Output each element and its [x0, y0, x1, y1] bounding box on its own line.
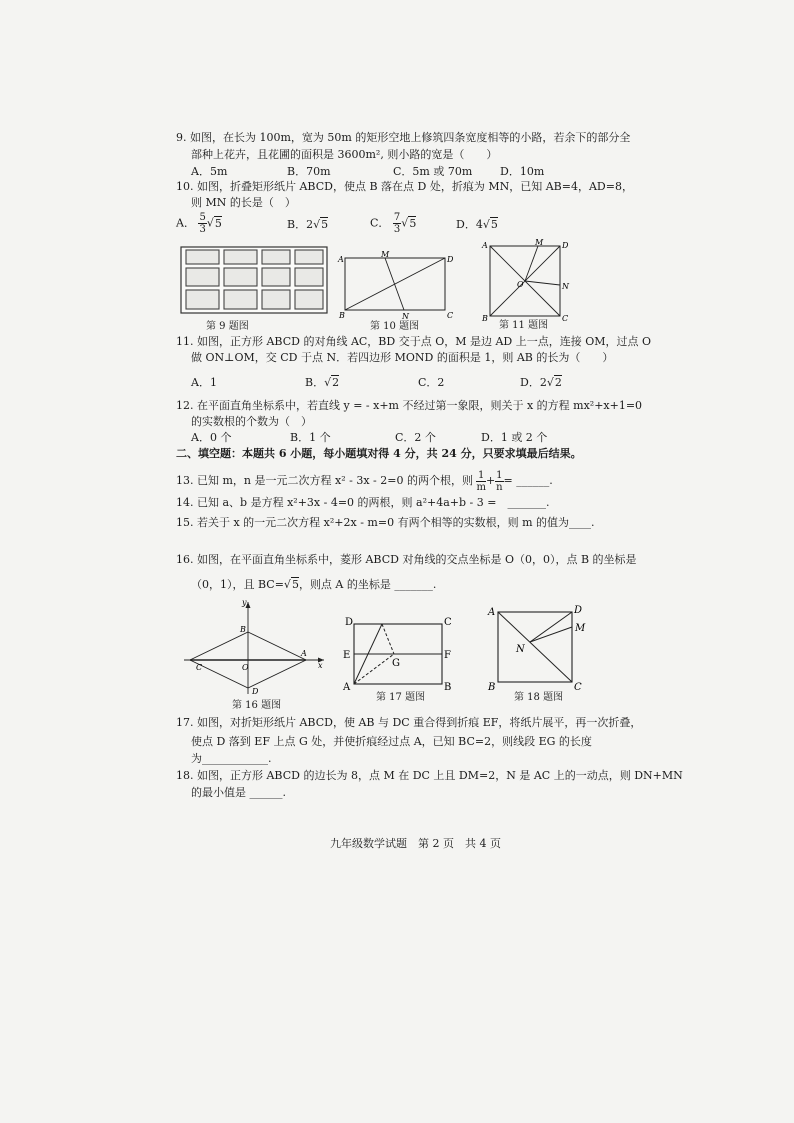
q11-option-b-label: B． [305, 376, 325, 389]
q10-c-radicand: 5 [409, 216, 417, 230]
f17-label-a: A [343, 682, 351, 692]
q12-line1: 12. 在平面直角坐标系中，若直线 y = - x+m 不经过第一象限，则关于 x 的方程 mx²+x+1=0 [176, 399, 643, 412]
q11-line2: 做 ON⊥OM，交 CD 于点 N．若四边形 MOND 的面积是 1，则 AB 的长为（ ） [191, 351, 614, 364]
caption-figure-11: 第 11 题图 [499, 320, 549, 331]
f18-label-a: A [488, 607, 496, 618]
f18-label-c: C [574, 682, 582, 692]
q16-line2: （0，1），且 BC=√5，则点 A 的坐标是 _______. [191, 578, 437, 591]
q10-b-radicand: 5 [321, 218, 329, 231]
q9-option-b: B．70m [287, 165, 331, 178]
figure-16 [182, 596, 330, 696]
q15: 15. 若关于 x 的一元二次方程 x²+2x - m=0 有两个相等的实数根，则 m 的值为____. [176, 516, 595, 529]
f16-label-c: C [196, 663, 203, 672]
q12-option-d: D．1 或 2 个 [481, 431, 548, 444]
q11-line1: 11. 如图，正方形 ABCD 的对角线 AC，BD 交于点 O，M 是边 AD 上一点，连接 OM，过点 O [176, 335, 652, 348]
q10-option-c-fraction [393, 212, 401, 235]
f16-label-x: x [318, 661, 323, 670]
f10-label-c: C [447, 311, 454, 320]
f16-label-y: y [242, 598, 247, 607]
q17-line1: 17. 如图，对折矩形纸片 ABCD，使 AB 与 DC 重合得到折痕 EF，将纸片展平，再一次折叠， [176, 716, 642, 729]
caption-figure-10: 第 10 题图 [370, 321, 420, 332]
f11-label-o: O [517, 280, 524, 289]
f10-label-d: D [447, 255, 454, 264]
q9-option-a: A．5m [191, 165, 228, 178]
q12-option-a: A．0 个 [191, 431, 232, 444]
q18-line2: 的最小值是 ______. [191, 786, 286, 799]
caption-figure-18: 第 18 题图 [514, 692, 564, 703]
f11-label-m: M [535, 238, 544, 247]
f11-label-a: A [482, 241, 488, 250]
f18-label-b: B [488, 682, 496, 692]
f17-label-c: C [444, 617, 452, 628]
f11-label-b: B [482, 314, 488, 322]
q13-den-2: n [496, 481, 503, 493]
q10-option-b-label: B．2 [287, 218, 314, 231]
q10-option-a-label: A． [176, 216, 195, 230]
q13-den-1: m [476, 481, 486, 493]
q10-option-d-label: D．4 [456, 218, 483, 231]
q10-c-denominator: 3 [393, 224, 401, 235]
figure-11 [480, 238, 572, 322]
f18-label-d: D [574, 605, 583, 616]
q16-radicand: 5 [291, 578, 299, 591]
q16-text-pre: （0，1），且 BC= [191, 578, 284, 591]
f11-label-d: D [562, 241, 569, 250]
q13-num-1: 1 [478, 469, 485, 481]
q10-option-b: B．2√5 [287, 218, 329, 231]
figure-10 [336, 250, 456, 320]
caption-figure-17: 第 17 题图 [376, 692, 426, 703]
f11-label-c: C [562, 314, 569, 322]
q13-text: 13. 已知 m，n 是一元二次方程 x² - 3x - 2=0 的两个根，则 [176, 474, 473, 487]
q10-c-numerator: 7 [393, 212, 401, 223]
q9-line2: 部种上花卉，且花圃的面积是 3600m², 则小路的宽是（ ） [191, 148, 498, 161]
q11-d-radicand: 2 [554, 376, 562, 389]
q10-option-c: C． $\frac{7}{3}$ √5 [370, 212, 417, 235]
f17-label-b: B [444, 682, 452, 692]
figure-9 [180, 246, 328, 314]
q10-option-a-fraction [198, 212, 206, 235]
caption-figure-16: 第 16 题图 [232, 700, 282, 711]
q12-option-c: C．2 个 [395, 431, 436, 444]
f16-label-b: B [240, 625, 246, 634]
section-2-heading: 二、填空题：本题共 6 小题，每小题填对得 4 分，共 24 分，只要求填最后结果。 [176, 447, 582, 460]
q10-option-a: A． $\frac{5}{3}$ √5 [176, 212, 222, 235]
caption-figure-9: 第 9 题图 [206, 321, 249, 332]
q11-option-c: C．2 [418, 376, 445, 389]
q13-fraction-1 [476, 470, 485, 493]
q13-num-2: 1 [496, 469, 503, 481]
f10-label-m: M [381, 250, 390, 259]
f10-label-n: N [402, 312, 409, 320]
q16-line1: 16. 如图，在平面直角坐标系中，菱形 ABCD 对角线的交点坐标是 O（0，0），点 B 的坐标是 [176, 553, 637, 566]
q9-option-c: C．5m 或 70m [393, 165, 473, 178]
f17-label-g: G [392, 658, 400, 669]
f16-label-a: A [301, 649, 307, 658]
figure-18 [484, 602, 590, 692]
q17-line3: 为____________. [191, 752, 272, 765]
q12-line2: 的实数根的个数为（ ） [191, 415, 312, 428]
q11-option-d: D．2√2 [520, 376, 562, 389]
q18-line1: 18. 如图，正方形 ABCD 的边长为 8，点 M 在 DC 上且 DM=2，N 是 AC 上的一动点，则 DN+MN [176, 769, 683, 782]
q11-option-d-label: D．2 [520, 376, 547, 389]
q13-blank: = ______. [503, 474, 553, 487]
q12-option-b: B．1 个 [290, 431, 331, 444]
q11-option-a: A．1 [191, 376, 217, 389]
q9-option-d: D．10m [500, 165, 545, 178]
f17-label-f: F [444, 650, 451, 661]
f16-label-d: D [252, 687, 259, 696]
f17-label-e: E [343, 650, 351, 661]
q11-b-radicand: 2 [332, 376, 340, 389]
f17-label-d: D [345, 617, 354, 628]
f18-label-m: M [575, 623, 586, 634]
f16-label-o: O [242, 663, 249, 672]
q11-option-b: B．√2 [305, 376, 340, 389]
q10-a-radicand: 5 [214, 216, 222, 230]
figure-17 [340, 612, 458, 692]
q13: 13. 已知 m，n 是一元二次方程 x² - 3x - 2=0 的两个根，则 $\frac{1}{m}$ + $\frac{1}{n}$ = ______. [176, 469, 553, 493]
q13-fraction-2 [495, 470, 503, 493]
q10-d-radicand: 5 [490, 218, 498, 231]
f11-label-n: N [562, 282, 569, 291]
q10-a-denominator: 3 [199, 224, 206, 235]
q16-text-post: ，则点 A 的坐标是 _______. [298, 578, 437, 591]
q10-line1: 10. 如图，折叠矩形纸片 ABCD，使点 B 落在点 D 处，折痕为 MN，已知 AB=4，AD=8， [176, 180, 633, 193]
q17-line2: 使点 D 落到 EF 上点 G 处，并使折痕经过点 A，已知 BC=2，则线段 EG 的长度 [191, 735, 592, 748]
q10-option-d: D．4√5 [456, 218, 498, 231]
q10-line2: 则 MN 的长是（ ） [191, 196, 296, 209]
page-footer: 九年级数学试题 第 2 页 共 4 页 [330, 837, 501, 850]
q9-line1: 9. 如图，在长为 100m，宽为 50m 的矩形空地上修筑四条宽度相等的小路，若余下的部分全 [176, 131, 631, 144]
f18-label-n: N [516, 644, 525, 655]
q10-option-c-label: C． [370, 216, 390, 230]
q14: 14. 已知 a、b 是方程 x²+3x - 4=0 的两根，则 a²+4a+b - 3 = _______. [176, 496, 550, 509]
f10-label-a: A [338, 255, 344, 264]
q10-a-numerator: 5 [199, 212, 206, 223]
f10-label-b: B [339, 311, 345, 320]
